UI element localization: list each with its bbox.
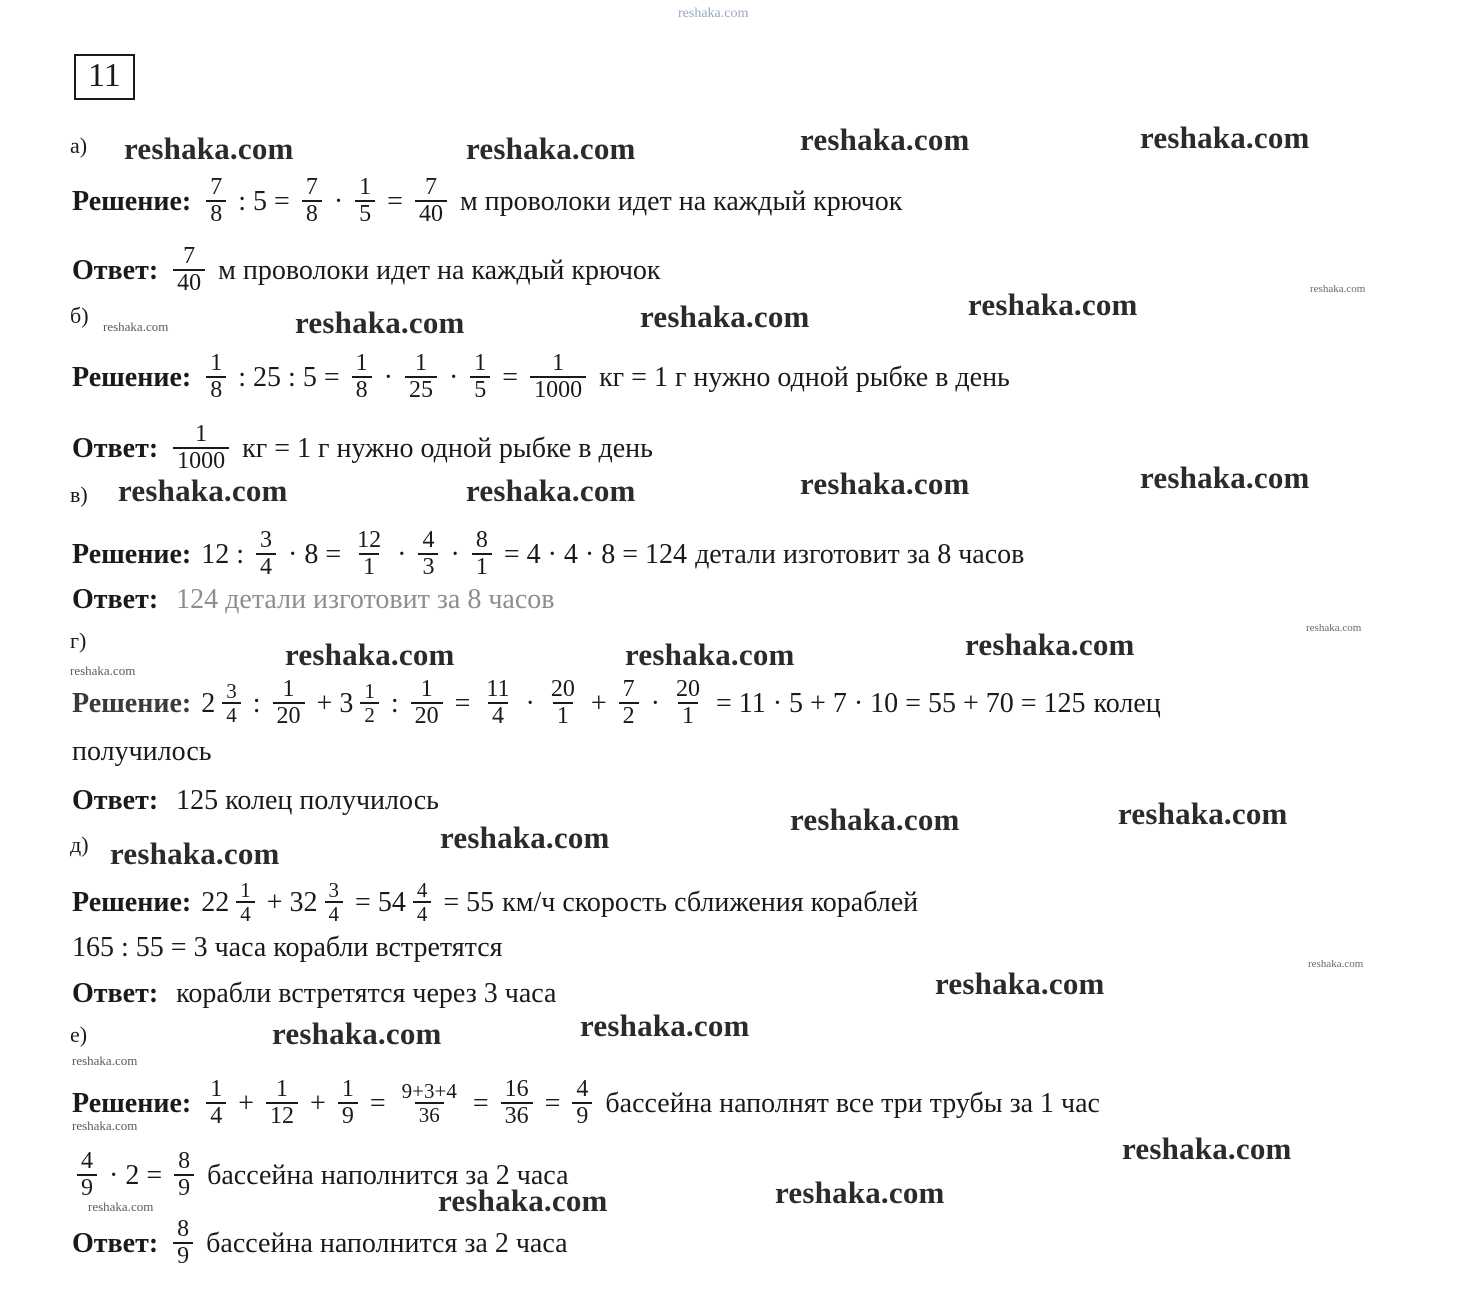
fraction: $\frac{9+3+4}{36}$ bbox=[401, 1079, 457, 1128]
mixed-number: 3 $\frac{1}{2}$ bbox=[339, 681, 384, 727]
fraction: $\frac{1}{4}$ bbox=[206, 1077, 226, 1129]
operator-multiply: · bbox=[383, 361, 393, 393]
watermark: reshaka.com bbox=[965, 627, 1135, 662]
operator-equals: = bbox=[387, 185, 403, 217]
solution-text: м проволоки идет на каждый крючок bbox=[459, 185, 903, 217]
operator-equals: = bbox=[355, 886, 371, 918]
operator-equals: = bbox=[472, 1087, 489, 1119]
operator-equals: = bbox=[454, 687, 471, 719]
fraction: $\frac{16}{36}$ bbox=[501, 1077, 533, 1129]
operator-divide: : bbox=[238, 361, 247, 393]
watermark: reshaka.com bbox=[118, 473, 288, 508]
solution-text: детали изготовит за 8 часов bbox=[695, 538, 1025, 570]
watermark: reshaka.com bbox=[295, 305, 465, 340]
solution-line-d bbox=[72, 880, 926, 926]
solution-line-a bbox=[72, 176, 910, 228]
fraction: $\frac{4}{4}$ bbox=[413, 879, 432, 925]
fraction: $\frac{7}{8}$ bbox=[302, 175, 322, 227]
answer-label: Ответ: bbox=[72, 584, 159, 615]
watermark: reshaka.com bbox=[580, 1008, 750, 1043]
fraction: $\frac{1}{25}$ bbox=[405, 351, 437, 403]
operator-equals: = bbox=[323, 361, 340, 393]
watermark: reshaka.com bbox=[88, 1199, 154, 1214]
fraction: $\frac{1}{20}$ bbox=[273, 677, 305, 729]
watermark: reshaka.com bbox=[800, 122, 970, 157]
fraction: $\frac{4}{9}$ bbox=[572, 1077, 592, 1129]
solution-line-v bbox=[72, 529, 1032, 581]
operator-equals: = bbox=[544, 1087, 561, 1119]
watermark: reshaka.com bbox=[70, 663, 136, 678]
operator-plus: + bbox=[316, 687, 333, 719]
watermark: reshaka.com bbox=[72, 1118, 138, 1133]
part-letter-b: б) bbox=[70, 303, 89, 328]
result-expression: 4 · 4 · 8 = 124 bbox=[526, 538, 688, 570]
operator-equals: = bbox=[715, 687, 732, 719]
answer-text: 125 колец получилось bbox=[176, 785, 439, 816]
operator-plus: + bbox=[266, 886, 283, 918]
watermark: reshaka.com bbox=[440, 820, 610, 855]
watermark: reshaka.com bbox=[124, 131, 294, 166]
fraction: $\frac{20}{1}$ bbox=[675, 676, 700, 730]
operator-equals: = bbox=[443, 886, 460, 918]
watermark: reshaka.com bbox=[1140, 120, 1310, 155]
answer-line-d bbox=[72, 979, 564, 1010]
watermark: reshaka.com bbox=[466, 473, 636, 508]
watermark: reshaka.com bbox=[110, 836, 280, 871]
fraction: $\frac{7}{2}$ bbox=[619, 677, 639, 729]
fraction: $\frac{1}{5}$ bbox=[470, 351, 490, 403]
fraction: $\frac{4}{9}$ bbox=[77, 1149, 97, 1201]
answer-line-b bbox=[72, 423, 661, 475]
fraction: $\frac{1}{5}$ bbox=[355, 175, 375, 227]
fraction: $\frac{1}{2}$ bbox=[360, 680, 379, 726]
solution-text: кг = 1 г нужно одной рыбке в день bbox=[599, 361, 1010, 393]
fraction: $\frac{12}{1}$ bbox=[357, 527, 382, 581]
fraction: $\frac{8}{9}$ bbox=[174, 1149, 194, 1201]
fraction: $\frac{1}{12}$ bbox=[266, 1077, 298, 1129]
answer-label: Ответ: bbox=[72, 1227, 159, 1259]
fraction: $\frac{11}{4}$ bbox=[486, 676, 510, 730]
operator-plus: + bbox=[310, 1087, 326, 1119]
answer-line-a bbox=[72, 245, 669, 297]
mixed-number: 54 $\frac{4}{4}$ bbox=[378, 880, 437, 926]
answer-line-e bbox=[72, 1218, 576, 1270]
part-letter-a: а) bbox=[70, 133, 88, 158]
fraction: $\frac{7}{40}$ bbox=[415, 175, 447, 227]
operator-divide: : bbox=[252, 687, 261, 719]
fraction: $\frac{4}{3}$ bbox=[418, 528, 438, 580]
solution-text-cont: 165 : 55 = 3 часа корабли встретятся bbox=[72, 932, 503, 963]
fraction: $\frac{1}{8}$ bbox=[206, 351, 226, 403]
watermark: reshaka.com bbox=[968, 287, 1138, 322]
watermark: reshaka.com bbox=[935, 966, 1105, 1001]
watermark: reshaka.com bbox=[625, 637, 795, 672]
mixed-number: 22 $\frac{1}{4}$ bbox=[201, 880, 260, 926]
part-letter-g: г) bbox=[70, 628, 87, 653]
operator-divide: : bbox=[390, 687, 399, 719]
operator-multiply: · bbox=[650, 687, 660, 719]
fraction: $\frac{3}{4}$ bbox=[256, 528, 276, 580]
watermark: reshaka.com bbox=[1122, 1131, 1292, 1166]
number: 12 bbox=[201, 538, 230, 570]
fraction: $\frac{8}{9}$ bbox=[173, 1217, 193, 1269]
operator-multiply: · 8 = bbox=[288, 538, 342, 570]
watermark: reshaka.com bbox=[72, 1053, 138, 1068]
solution-text: колец bbox=[1093, 687, 1161, 719]
solution-label: Решение: bbox=[72, 886, 192, 918]
watermark: reshaka.com bbox=[775, 1175, 945, 1210]
mixed-number: 2 $\frac{3}{4}$ bbox=[201, 681, 246, 727]
operator-equals: = bbox=[369, 1087, 386, 1119]
mixed-number: 32 $\frac{3}{4}$ bbox=[290, 880, 349, 926]
operator-multiply: · bbox=[525, 687, 535, 719]
operator-equals: = bbox=[503, 538, 520, 570]
number: 25 bbox=[253, 361, 282, 393]
fraction: $\frac{1}{1000}$ bbox=[173, 422, 229, 474]
watermark: reshaka.com bbox=[800, 466, 970, 501]
solution-line-g-cont bbox=[72, 737, 212, 768]
part-letter-e: е) bbox=[70, 1022, 88, 1047]
answer-line-g bbox=[72, 786, 447, 817]
answer-text: корабли встретятся через 3 часа bbox=[176, 978, 557, 1009]
watermark: reshaka.com bbox=[640, 299, 810, 334]
answer-text: кг = 1 г нужно одной рыбке в день bbox=[242, 432, 653, 464]
operator-divide: : 5 = bbox=[238, 185, 290, 217]
operator-divide: : bbox=[288, 361, 296, 393]
operator-plus: + bbox=[590, 687, 607, 719]
fraction: $\frac{7}{8}$ bbox=[206, 175, 226, 227]
solution-line-b bbox=[72, 352, 1018, 404]
operator-plus: + bbox=[238, 1087, 255, 1119]
solution-line-d-cont bbox=[72, 933, 503, 964]
fraction: $\frac{1}{4}$ bbox=[236, 879, 255, 925]
answer-text: 124 детали изготовит за 8 часов bbox=[176, 584, 555, 615]
task-number: 11 bbox=[74, 54, 135, 100]
solution-text-cont: бассейна наполнится за 2 часа bbox=[207, 1159, 569, 1191]
operator-multiply: · bbox=[397, 538, 407, 570]
solution-label: Решение: bbox=[72, 185, 192, 217]
operator-divide: : bbox=[236, 538, 245, 570]
fraction: $\frac{1}{1000}$ bbox=[530, 351, 586, 403]
watermark: reshaka.com bbox=[466, 131, 636, 166]
solution-label: Решение: bbox=[72, 538, 192, 570]
watermark: reshaka.com bbox=[790, 802, 960, 837]
result-expression: 11 · 5 + 7 · 10 = 55 + 70 = 125 bbox=[738, 687, 1086, 719]
solution-line-g bbox=[72, 678, 1169, 730]
fraction: $\frac{7}{40}$ bbox=[173, 244, 205, 296]
solution-label: Решение: bbox=[72, 1087, 192, 1119]
solution-label: Решение: bbox=[72, 361, 192, 393]
solution-line-e bbox=[72, 1078, 1108, 1130]
operator-multiply: · bbox=[450, 538, 460, 570]
number: 5 bbox=[302, 361, 317, 393]
answer-label: Ответ: bbox=[72, 785, 159, 816]
answer-text: бассейна наполнится за 2 часа bbox=[206, 1227, 568, 1259]
operator-multiply: · bbox=[333, 185, 344, 217]
fraction: $\frac{1}{20}$ bbox=[411, 677, 443, 729]
watermark: reshaka.com bbox=[1306, 622, 1362, 634]
fraction: $\frac{8}{1}$ bbox=[472, 528, 492, 580]
watermark: reshaka.com bbox=[285, 637, 455, 672]
watermark: reshaka.com bbox=[103, 319, 169, 334]
number: 2 bbox=[125, 1159, 140, 1191]
watermark-top: reshaka.com bbox=[678, 6, 749, 21]
answer-label: Ответ: bbox=[72, 432, 159, 464]
watermark: reshaka.com bbox=[1308, 958, 1364, 970]
operator-multiply: · bbox=[448, 361, 459, 393]
fraction: $\frac{3}{4}$ bbox=[222, 680, 241, 726]
operator-multiply: · bbox=[109, 1159, 119, 1191]
answer-line-v bbox=[72, 585, 562, 616]
solution-text: бассейна наполнят все три трубы за 1 час bbox=[605, 1087, 1100, 1119]
part-letter-d: д) bbox=[70, 832, 89, 857]
watermark: reshaka.com bbox=[1310, 283, 1366, 295]
answer-text: м проволоки идет на каждый крючок bbox=[218, 254, 661, 286]
fraction: $\frac{1}{9}$ bbox=[338, 1077, 358, 1129]
answer-label: Ответ: bbox=[72, 978, 159, 1009]
fraction: $\frac{3}{4}$ bbox=[325, 879, 344, 925]
watermark: reshaka.com bbox=[1140, 460, 1310, 495]
operator-equals: = bbox=[146, 1159, 163, 1191]
operator-equals: = bbox=[502, 361, 519, 393]
solution-line-e-cont bbox=[72, 1150, 577, 1202]
watermark: reshaka.com bbox=[272, 1016, 442, 1051]
solution-text-cont: получилось bbox=[72, 736, 212, 767]
fraction: $\frac{20}{1}$ bbox=[550, 676, 575, 730]
answer-label: Ответ: bbox=[72, 254, 159, 286]
watermark: reshaka.com bbox=[438, 1183, 608, 1218]
part-letter-v: в) bbox=[70, 482, 88, 507]
watermark: reshaka.com bbox=[1118, 796, 1288, 831]
fraction: $\frac{1}{8}$ bbox=[352, 351, 372, 403]
solution-label: Решение: bbox=[72, 687, 192, 719]
result-expression: 55 bbox=[466, 886, 495, 918]
solution-text: км/ч скорость сближения кораблей bbox=[502, 886, 919, 918]
